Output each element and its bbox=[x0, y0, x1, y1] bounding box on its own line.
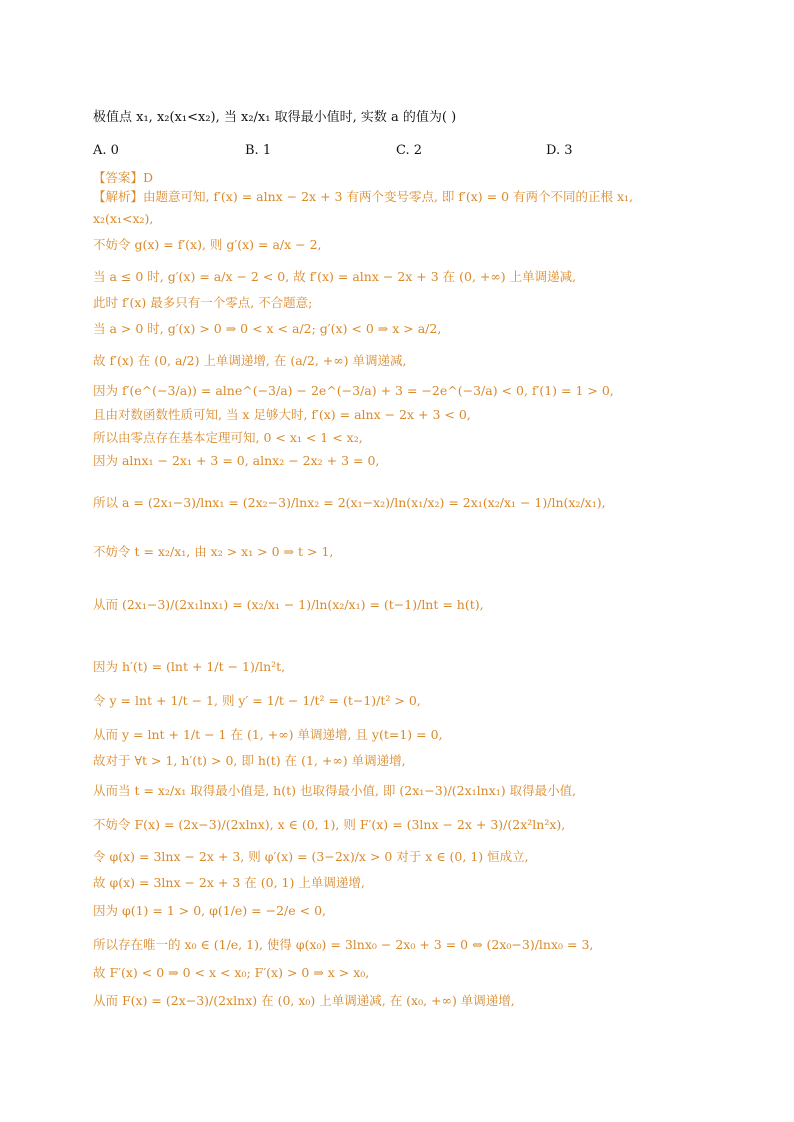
option-d: D. 3 bbox=[546, 143, 573, 158]
solution-line: 从而当 t = x₂/x₁ 取得最小值是, h(t) 也取得最小值, 即 (2x₁−3)/(2x₁lnx₁) 取得最小值, bbox=[93, 783, 577, 798]
solution-line: 因为 h′(t) = (lnt + 1/t − 1)/ln²t, bbox=[93, 659, 286, 674]
solution-line: 令 φ(x) = 3lnx − 2x + 3, 则 φ′(x) = (3−2x)/x > 0 对于 x ∈ (0, 1) 恒成立, bbox=[93, 849, 529, 864]
option-b: B. 1 bbox=[245, 143, 272, 158]
solution-line: 不妨令 g(x) = f′(x), 则 g′(x) = a/x − 2, bbox=[93, 237, 322, 252]
solution-line: 故对于 ∀t > 1, h′(t) > 0, 即 h(t) 在 (1, +∞) 单调递增, bbox=[93, 753, 406, 768]
solution-line: 【解析】由题意可知, f′(x) = alnx − 2x + 3 有两个变号零点, 即 f′(x) = 0 有两个不同的正根 x₁, bbox=[93, 189, 633, 204]
solution-line: 因为 alnx₁ − 2x₁ + 3 = 0, alnx₂ − 2x₂ + 3 = 0, bbox=[93, 453, 380, 468]
solution-line: x₂(x₁<x₂), bbox=[93, 211, 154, 226]
solution-line: 因为 f′(e^(−3/a)) = alne^(−3/a) − 2e^(−3/a) + 3 = −2e^(−3/a) < 0, f′(1) = 1 > 0, bbox=[93, 383, 614, 398]
option-c: C. 2 bbox=[396, 143, 423, 158]
solution-line: 令 y = lnt + 1/t − 1, 则 y′ = 1/t − 1/t² = (t−1)/t² > 0, bbox=[93, 693, 421, 708]
solution-line: 故 f′(x) 在 (0, a/2) 上单调递增, 在 (a/2, +∞) 单调递减, bbox=[93, 353, 407, 368]
solution-line: 当 a ≤ 0 时, g′(x) = a/x − 2 < 0, 故 f′(x) = alnx − 2x + 3 在 (0, +∞) 上单调递减, bbox=[93, 269, 577, 284]
solution-line: 从而 (2x₁−3)/(2x₁lnx₁) = (x₂/x₁ − 1)/ln(x₂/x₁) = (t−1)/lnt = h(t), bbox=[93, 597, 484, 612]
solution-line: 故 F′(x) < 0 ⇒ 0 < x < x₀; F′(x) > 0 ⇒ x > x₀, bbox=[93, 965, 370, 980]
solution-line: 当 a > 0 时, g′(x) > 0 ⇒ 0 < x < a/2; g′(x) < 0 ⇒ x > a/2, bbox=[93, 321, 442, 336]
solution-line: 所以由零点存在基本定理可知, 0 < x₁ < 1 < x₂, bbox=[93, 430, 363, 445]
option-a: A. 0 bbox=[93, 143, 119, 158]
solution-line: 且由对数函数性质可知, 当 x 足够大时, f′(x) = alnx − 2x + 3 < 0, bbox=[93, 407, 471, 422]
solution-line: 所以存在唯一的 x₀ ∈ (1/e, 1), 使得 φ(x₀) = 3lnx₀ − 2x₀ + 3 = 0 ⇔ (2x₀−3)/lnx₀ = 3, bbox=[93, 937, 594, 952]
solution-line: 故 φ(x) = 3lnx − 2x + 3 在 (0, 1) 上单调递增, bbox=[93, 875, 365, 890]
solution-line: 从而 y = lnt + 1/t − 1 在 (1, +∞) 单调递增, 且 y(t=1) = 0, bbox=[93, 727, 443, 742]
solution-line: 因为 φ(1) = 1 > 0, φ(1/e) = −2/e < 0, bbox=[93, 903, 326, 918]
solution-line: 所以 a = (2x₁−3)/lnx₁ = (2x₂−3)/lnx₂ = 2(x₁−x₂)/ln(x₁/x₂) = 2x₁(x₂/x₁ − 1)/ln(x₂/x₁), bbox=[93, 495, 606, 510]
solution-line: 从而 F(x) = (2x−3)/(2xlnx) 在 (0, x₀) 上单调递减, 在 (x₀, +∞) 单调递增, bbox=[93, 993, 515, 1008]
answer-line: 【答案】D bbox=[93, 170, 154, 185]
question-text: 极值点 x₁, x₂(x₁<x₂), 当 x₂/x₁ 取得最小值时, 实数 a 的值为( ) bbox=[93, 110, 457, 125]
solution-line: 此时 f′(x) 最多只有一个零点, 不合题意; bbox=[93, 295, 313, 310]
solution-line: 不妨令 F(x) = (2x−3)/(2xlnx), x ∈ (0, 1), 则 F′(x) = (3lnx − 2x + 3)/(2x²ln²x), bbox=[93, 817, 566, 832]
solution-line: 不妨令 t = x₂/x₁, 由 x₂ > x₁ > 0 ⇒ t > 1, bbox=[93, 544, 334, 559]
